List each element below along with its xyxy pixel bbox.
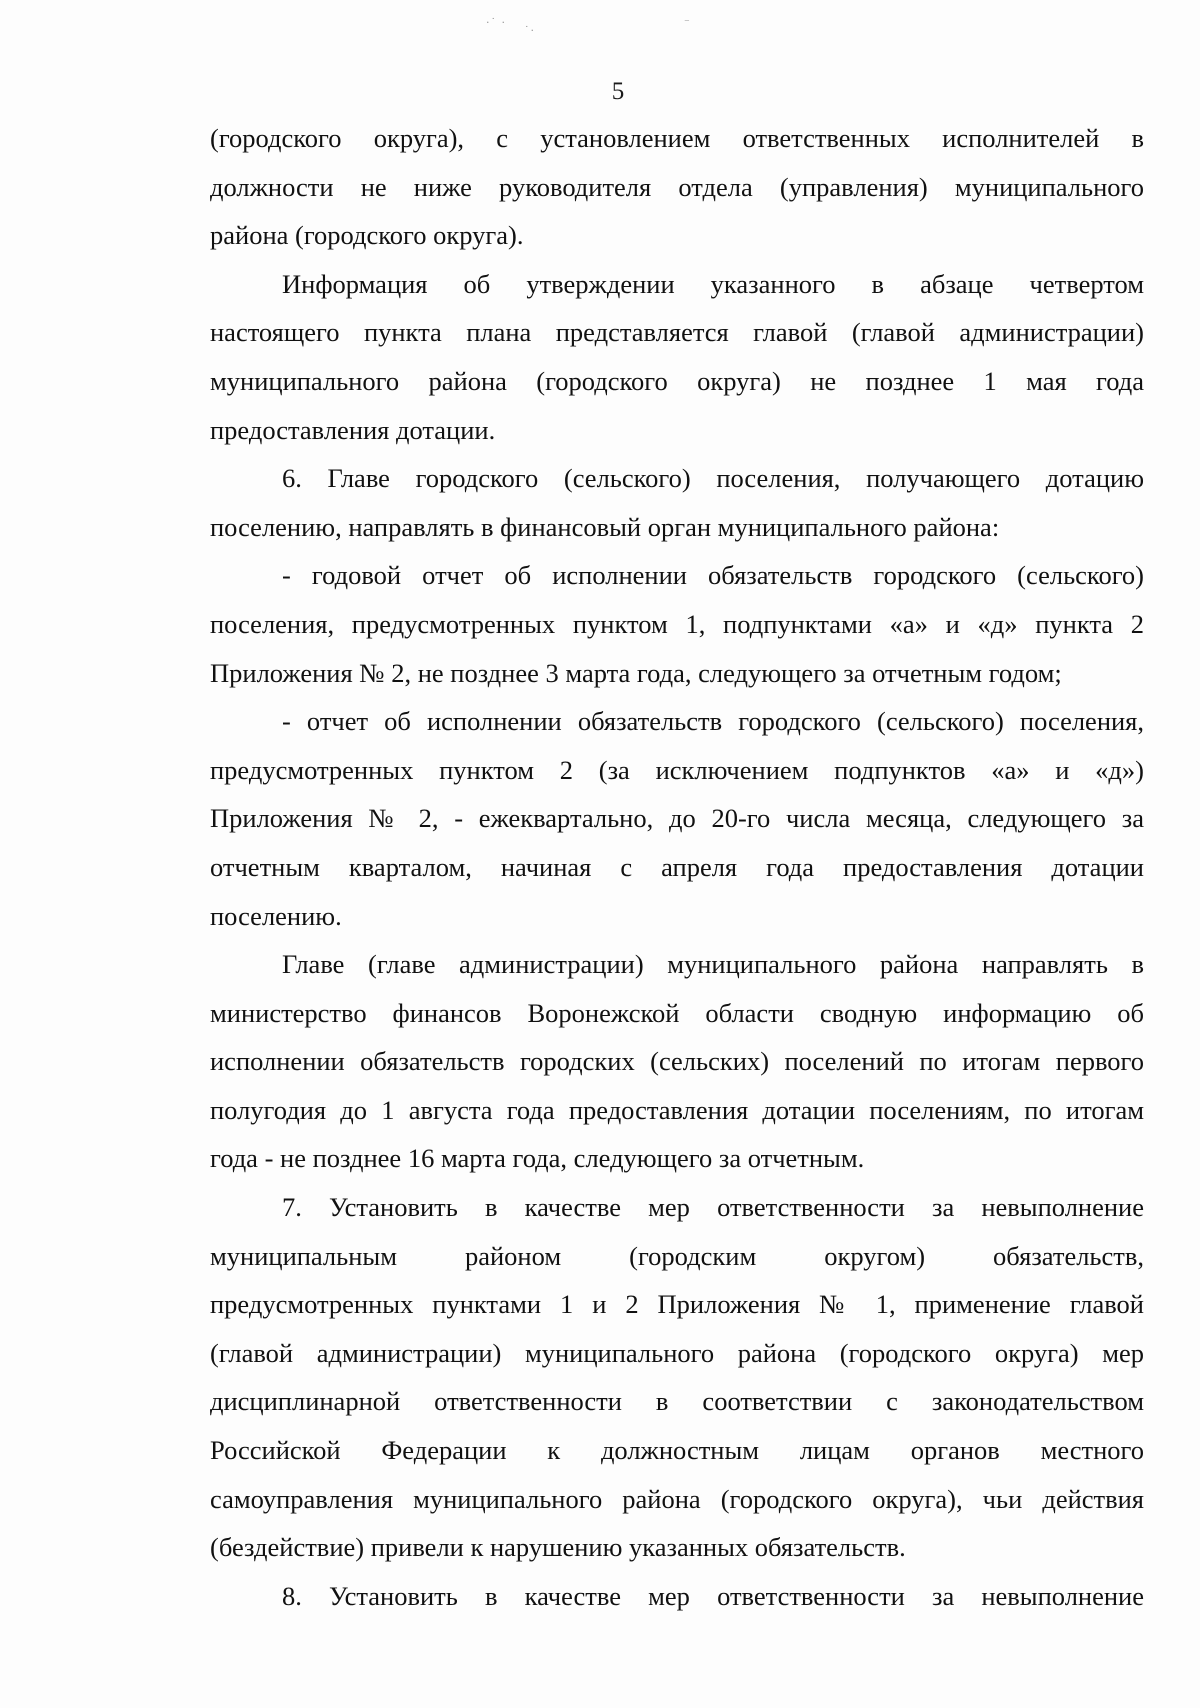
paragraph: [210, 1183, 1144, 1572]
scan-artifact: ·˙ ·: [486, 16, 506, 29]
paragraph: [210, 1572, 1144, 1621]
text-line: предоставления дотации.: [210, 414, 496, 445]
scan-artifact: ⁻: [684, 16, 691, 29]
text-line: предусмотренных пунктом 2 (за исключением подпунктов «а» и «д»): [210, 754, 1144, 785]
scan-artifact: ˙·: [524, 24, 535, 37]
text-line: муниципального района (городского округа) не позднее 1 мая года: [210, 365, 1144, 396]
paragraph: [210, 454, 1144, 551]
text-line: Приложения № 2, не позднее 3 марта года, следующего за отчетным годом;: [210, 657, 1062, 688]
text-line: поселению, направлять в финансовый орган муниципального района:: [210, 511, 1000, 542]
text-line: - годовой отчет об исполнении обязательств городского (сельского): [282, 560, 1144, 591]
text-line: (городского округа), с установлением ответственных исполнителей в: [210, 123, 1144, 153]
text-line: 6. Главе городского (сельского) поселения, получающего дотацию: [282, 463, 1144, 494]
text-line: Информация об утверждении указанного в абзаце четвертом: [282, 268, 1144, 299]
text-line: полугодия до 1 августа года предоставления дотации поселениям, по итогам: [210, 1094, 1144, 1125]
text-line: поселению.: [210, 900, 342, 931]
text-line: дисциплинарной ответственности в соответствии с законодательством: [210, 1386, 1144, 1417]
page-number: 5: [611, 78, 625, 105]
text-line: Приложения № 2, - ежеквартально, до 20-го числа месяца, следующего за: [210, 803, 1144, 834]
text-line: года - не позднее 16 марта года, следующего за отчетным.: [210, 1143, 865, 1174]
text-line: (главой администрации) муниципального района (городского округа) мер: [210, 1337, 1144, 1368]
text-line: Главе (главе администрации) муниципального района направлять в: [282, 949, 1144, 980]
text-line: муниципальным районом (городским округом) обязательств,: [210, 1240, 1144, 1271]
document-body: [210, 114, 1144, 1620]
text-line: должности не ниже руководителя отдела (управления) муниципального: [210, 171, 1144, 202]
text-line: отчетным кварталом, начиная с апреля года предоставления дотации: [210, 851, 1144, 882]
text-line: - отчет об исполнении обязательств городского (сельского) поселения,: [282, 706, 1144, 737]
text-line: Российской Федерации к должностным лицам органов местного: [210, 1435, 1144, 1466]
text-line: исполнении обязательств городских (сельских) поселений по итогам первого: [210, 1046, 1144, 1077]
text-line: министерство финансов Воронежской области сводную информацию об: [210, 997, 1144, 1028]
paragraph: [210, 551, 1144, 697]
paragraph: [210, 940, 1144, 1183]
text-line: 8. Установить в качестве мер ответственности за невыполнение: [282, 1580, 1144, 1611]
text-line: (бездействие) привели к нарушению указанных обязательств.: [210, 1532, 906, 1563]
text-line: самоуправления муниципального района (городского округа), чьи действия: [210, 1483, 1144, 1514]
text-line: поселения, предусмотренных пунктом 1, подпунктами «а» и «д» пункта 2: [210, 608, 1144, 639]
paragraph: [210, 114, 1144, 260]
text-line: 7. Установить в качестве мер ответственности за невыполнение: [282, 1192, 1144, 1223]
paragraph: [210, 260, 1144, 454]
text-line: предусмотренных пунктами 1 и 2 Приложения № 1, применение главой: [210, 1289, 1144, 1320]
text-line: района (городского округа).: [210, 220, 524, 251]
paragraph: [210, 697, 1144, 940]
text-line: настоящего пункта плана представляется главой (главой администрации): [210, 317, 1144, 348]
